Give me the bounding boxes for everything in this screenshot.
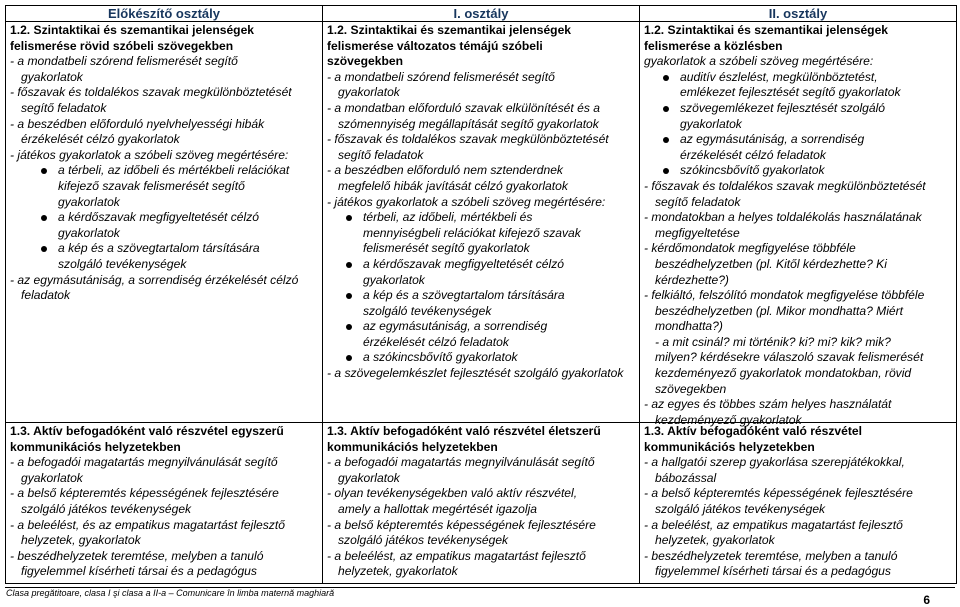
section-heading-line: 1.3. Aktív befogadóként való részvétel egyszerű — [10, 424, 284, 438]
bullet-item-line: a térbeli, az időbeli és mértékbeli relációkat — [10, 163, 318, 179]
text-line: szolgáló tevékenységek — [363, 303, 492, 318]
section-heading-line: felismerése rövid szóbeli szövegekben — [10, 38, 234, 53]
header-first-class: I. osztály — [322, 6, 639, 21]
text-line: - játékos gyakorlatok a szóbeli szöveg megértésére: — [10, 147, 289, 162]
text-line: gyakorlatok — [338, 470, 400, 485]
text-line: amely a hallottak megértését igazolja — [338, 501, 537, 516]
text-line: szolgáló tevékenységek — [58, 256, 187, 271]
bullet-item-line: a kérdőszavak megfigyeltetését célzó — [327, 257, 635, 273]
text-line: kezdeményező gyakorlatok mondatokban, rövid — [655, 366, 912, 381]
section-heading-line: felismerése változatos témájú szóbeli — [327, 38, 543, 53]
text-line: - a beleélést, és az empatikus magatartást fejlesztő — [10, 517, 285, 532]
text-line: - az egymásutániság, a sorrendiség érzékelését célzó — [10, 272, 299, 287]
text-line: kezdeményező gyakorlatok — [655, 412, 802, 427]
bullet-item-line: szövegemlékezet fejlesztését szolgáló — [644, 101, 952, 117]
cell-prep-1-3 — [6, 423, 322, 583]
section-heading-line: 1.3. Aktív befogadóként való részvétel — [644, 424, 862, 438]
bullet-item-line: a szókincsbővítő gyakorlatok — [327, 350, 635, 366]
text-line: szómennyiség megállapítását segítő gyakorlatok — [338, 116, 599, 131]
text-line: megfigyeltetése — [655, 225, 740, 240]
text-line: kifejező szavak felismerését segítő — [58, 178, 245, 193]
text-line: szövegekben — [655, 381, 727, 396]
table-row-1-3 — [6, 423, 956, 583]
page-number: 6 — [923, 593, 930, 607]
text-line: - a mondatban előforduló szavak elkülönítését és a — [327, 100, 600, 115]
text-line: mondhatta?) — [655, 319, 723, 334]
text-line: - beszédhelyzetek teremtése, melyben a tanuló — [10, 548, 264, 563]
footer-text: Clasa pregătitoare, clasa I şi clasa a II-a – Comunicare în limba maternă maghiară — [6, 588, 335, 598]
text-line: gyakorlatok — [21, 470, 83, 485]
text-line: - mondatokban a helyes toldalékolás használatának — [644, 210, 922, 225]
section-heading-line: 1.2. Szintaktikai és szemantikai jelenségek — [327, 23, 572, 37]
text-line: - felkiáltó, felszólító mondatok megfigyelése többféle — [644, 288, 925, 303]
text-line: segítő feladatok — [338, 147, 424, 162]
bullet-item-line: az egymásutániság, a sorrendiség — [327, 319, 635, 335]
text-line: - főszavak és toldalékos szavak megkülönböztetését — [10, 85, 292, 100]
section-heading-line: szövegekben — [327, 54, 403, 69]
bullet-item-line: az egymásutániság, a sorrendiség — [644, 132, 952, 148]
bullet-item-line: auditív észlelést, megkülönböztetést, — [644, 70, 952, 86]
text-line: - a belső képteremtés képességének fejlesztésére — [327, 517, 596, 532]
text-line: milyen? kérdésekre válaszoló szavak felismerését — [655, 350, 924, 365]
text-line: - a mondatbeli szórend felismerését segítő — [10, 54, 238, 69]
text-line: - főszavak és toldalékos szavak megkülönböztetését — [327, 132, 609, 147]
text-line: - az egyes és többes szám helyes használatát — [644, 397, 892, 412]
text-line: - a belső képteremtés képességének fejlesztésére — [644, 486, 913, 501]
text-line: - a beleélést, az empatikus magatartást fejlesztő — [327, 548, 586, 563]
text-line: figyelemmel kísérheti társai és a pedagógus — [21, 564, 257, 579]
section-heading-line: kommunikációs helyzetekben — [327, 439, 498, 454]
text-line: érzékelését célzó feladatok — [680, 147, 826, 162]
text-line: - a mit csinál? mi történik? ki? mi? kik? mik? — [655, 334, 891, 349]
text-line: helyzetek, gyakorlatok — [21, 533, 141, 548]
cell-first-1-3 — [322, 423, 639, 583]
text-line: feladatok — [21, 288, 71, 303]
text-line: mennyiségbeli relációkat kifejező szavak — [363, 225, 581, 240]
section-heading-line: 1.2. Szintaktikai és szemantikai jelenségek — [644, 23, 889, 37]
text-line: segítő feladatok — [21, 100, 107, 115]
text-line: helyzetek, gyakorlatok — [338, 564, 458, 579]
text-line: - a mondatbeli szórend felismerését segítő — [327, 69, 555, 84]
text-line: gyakorlatok a szóbeli szöveg megértésére: — [644, 54, 874, 69]
text-line: - beszédhelyzetek teremtése, melyben a tanuló — [644, 548, 898, 563]
text-line: - a szövegelemkészlet fejlesztését szolgáló gyakorlatok — [327, 366, 624, 381]
text-line: gyakorlatok — [363, 272, 425, 287]
text-line: - a beszédben előforduló nem sztenderdnek — [327, 163, 563, 178]
curriculum-table — [5, 5, 957, 584]
text-line: szolgáló játékos tevékenységek — [21, 501, 192, 516]
bullet-item-line: szókincsbővítő gyakorlatok — [644, 163, 952, 179]
text-line: szolgáló játékos tevékenységek — [338, 533, 509, 548]
text-line: - játékos gyakorlatok a szóbeli szöveg megértésére: — [327, 194, 606, 209]
section-heading-line: 1.3. Aktív befogadóként való részvétel életszerű — [327, 424, 601, 438]
text-line: szolgáló játékos tevékenységek — [655, 501, 826, 516]
header-second-class: II. osztály — [639, 6, 956, 21]
cell-second-1-3 — [639, 423, 956, 583]
text-line: gyakorlatok — [21, 69, 83, 84]
text-line: érzékelését célzó gyakorlatok — [21, 132, 180, 147]
bullet-item-line: térbeli, az időbeli, mértékbeli és — [327, 210, 635, 226]
text-line: érzékelését célzó feladatok — [363, 334, 509, 349]
section-heading-line: kommunikációs helyzetekben — [10, 439, 181, 454]
table-header-row — [6, 6, 956, 22]
section-heading-line: felismerése a közlésben — [644, 38, 783, 53]
text-line: kérdezhette?) — [655, 272, 729, 287]
text-line: segítő feladatok — [655, 194, 741, 209]
text-line: gyakorlatok — [58, 194, 120, 209]
text-line: - a belső képteremtés képességének fejlesztésére — [10, 486, 279, 501]
text-line: gyakorlatok — [58, 225, 120, 240]
text-line: gyakorlatok — [338, 85, 400, 100]
text-line: - olyan tevékenységekben való aktív részvétel, — [327, 486, 578, 501]
text-line: felismerését segítő gyakorlatok — [363, 241, 530, 256]
text-line: figyelemmel kísérheti társai és a pedagógus — [655, 564, 891, 579]
text-line: emlékezet fejlesztését segítő gyakorlatok — [680, 85, 901, 100]
header-preparatory-class: Előkészítő osztály — [108, 6, 220, 21]
text-line: - a hallgatói szerep gyakorlása szerepjátékokkal, — [644, 455, 905, 470]
text-line: beszédhelyzetben (pl. Mikor mondhatta? Miért — [655, 303, 904, 318]
cell-second-1-2 — [639, 22, 956, 427]
text-line: bábozással — [655, 470, 717, 485]
text-line: - főszavak és toldalékos szavak megkülönböztetését — [644, 178, 926, 193]
text-line: - a befogadói magatartás megnyilvánulását segítő — [10, 455, 278, 470]
text-line: - a befogadói magatartás megnyilvánulását segítő — [327, 455, 595, 470]
text-line: helyzetek, gyakorlatok — [655, 533, 775, 548]
bullet-item-line: a kép és a szövegtartalom társítására — [10, 241, 318, 257]
text-line: - a beleélést, az empatikus magatartást fejlesztő — [644, 517, 903, 532]
text-line: gyakorlatok — [680, 116, 742, 131]
text-line: - a beszédben előforduló nyelvhelyességi hibák — [10, 116, 265, 131]
text-line: beszédhelyzetben (pl. Kitől kérdezhette? Ki — [655, 256, 887, 271]
bullet-item-line: a kép és a szövegtartalom társítására — [327, 288, 635, 304]
table-row-1-2 — [6, 22, 956, 427]
cell-first-1-2 — [322, 22, 639, 422]
text-line: megfelelő hibák javítását célzó gyakorlatok — [338, 178, 568, 193]
bullet-item-line: a kérdőszavak megfigyeltetését célzó — [10, 210, 318, 226]
text-line: - kérdőmondatok megfigyelése többféle — [644, 241, 856, 256]
section-heading-line: 1.2. Szintaktikai és szemantikai jelenségek — [10, 23, 255, 37]
cell-prep-1-2 — [6, 22, 322, 422]
section-heading-line: kommunikációs helyzetekben — [644, 439, 815, 454]
